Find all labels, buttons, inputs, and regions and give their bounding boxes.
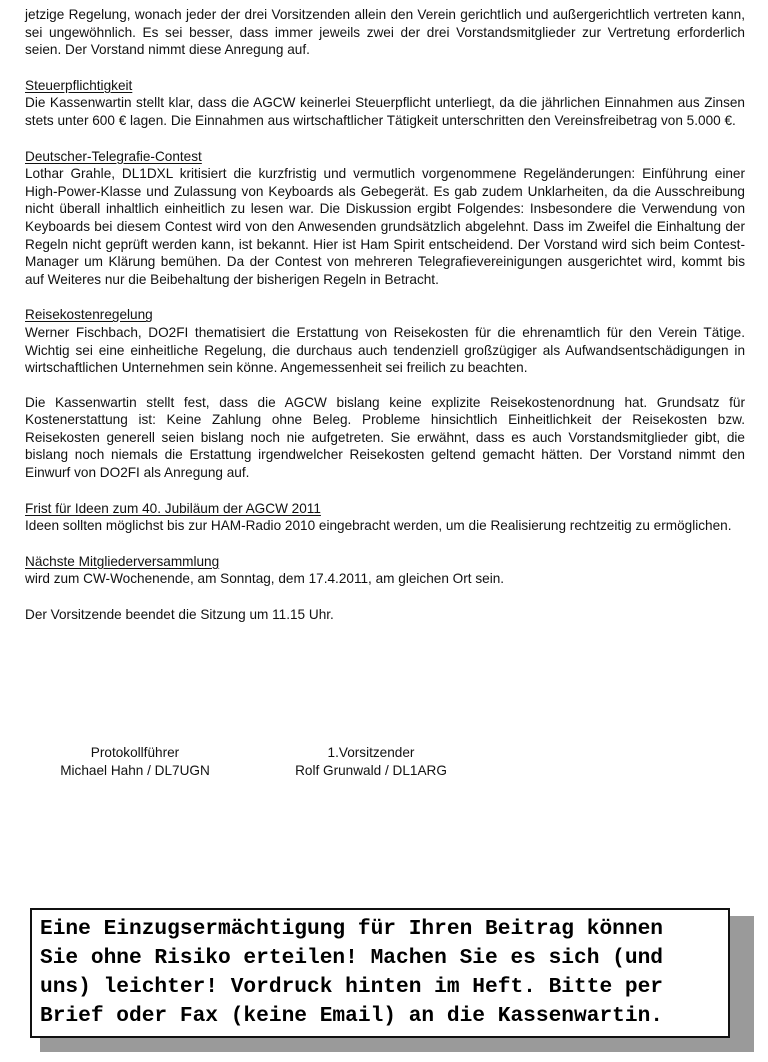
section-reisekostenregelung [25, 306, 745, 481]
signature-role: Protokollführer [90, 745, 180, 760]
section-paragraph: Ideen sollten möglichst bis zur HAM-Radio 2010 eingebracht werden, um die Realisierung rechtzeitig zu ermöglichen. [25, 518, 732, 534]
section-steuerpflichtigkeit [25, 77, 745, 130]
notice-box [30, 908, 730, 1038]
signature-vorsitzender [283, 744, 459, 780]
section-paragraph: Werner Fischbach, DO2FI thematisiert die Erstattung von Reisekosten für die ehrenamtlich für den Verein Tätige. Wichtig sei eine einheitliche Regelung, die durchaus auch tendenziell großzügiger als Aufwandsentschädigungen in wirtschaftlichen Unternehmen sein könne. Angemessenheit sei freilich zu beachten. [25, 324, 745, 376]
signature-name: Michael Hahn / DL7UGN [60, 763, 210, 778]
signature-block [0, 744, 768, 784]
section-jubilaeum [25, 500, 745, 535]
closing-statement: Der Vorsitzende beendet die Sitzung um 11.15 Uhr. [25, 607, 334, 623]
section-heading: Deutscher-Telegrafie-Contest [25, 148, 202, 164]
section-paragraph: Die Kassenwartin stellt fest, dass die AGCW bislang keine explizite Reisekostenordnung hat. Grundsatz für Kostenerstattung ist: Keine Zahlung ohne Beleg. Probleme hinsichtlich Einheitlichkeit der Reisekosten bzw. Reisekosten generell seien bislang noch nie aufgetreten. Sie erwähnt, dass es auch Vorstandsmitglieder gibt, die bislang noch niemals die Erstattung irgendwelcher Reisekosten geltend gemacht hätten. Der Vorstand nimmt den Einwurf von DO2FI als Anregung auf. [25, 394, 745, 481]
intro-paragraph: jetzige Regelung, wonach jeder der drei Vorsitzenden allein den Verein gerichtlich und außergerichtlich vertreten kann, sei ungewöhnlich. Es sei besser, dass immer jeweils zwei der drei Vorstandsmitglieder zur Vertretung erforderlich seien. Der Vorstand nimmt diese Anregung auf. [25, 7, 745, 58]
section-heading: Reisekostenregelung [25, 307, 153, 323]
notice-line: uns) leichter! Vordruck hinten im Heft. Bitte per [40, 975, 664, 999]
section-paragraph: wird zum CW-Wochenende, am Sonntag, dem 17.4.2011, am gleichen Ort sein. [25, 571, 505, 587]
notice-line: Sie ohne Risiko erteilen! Machen Sie es sich (und [40, 946, 664, 970]
paragraph-gap [25, 377, 745, 394]
signature-name: Rolf Grunwald / DL1ARG [295, 763, 447, 778]
section-heading: Frist für Ideen zum 40. Jubiläum der AGCW 2011 [25, 500, 321, 516]
section-heading: Steuerpflichtigkeit [25, 77, 133, 93]
section-paragraph: Lothar Grahle, DL1DXL kritisiert die kurzfristig und vermutlich vorgenommene Regeländerungen: Einführung einer High-Power-Klasse und Zulassung von Keyboards als Gebegerät. Es gab zudem Unklarheiten, da die Ausschreibung nicht überall inhaltlich einheitlich zu lesen war. Die Diskussion ergibt Folgendes: Insbesondere die Verwendung von Keyboards bei diesem Contest wird von den Anwesenden grundsätzlich abgelehnt. Dass im Zweifel die Einhaltung der Regeln nicht geprüft werden kann, ist bekannt. Hier ist Ham Spirit entscheidend. Der Vorstand wird sich beim Contest-Manager um Klärung bemühen. Da der Contest von mehreren Telegrafievereinigungen ausgerichtet wird, kommt bis auf Weiteres nur die Beibehaltung der bisherigen Regeln in Betracht. [25, 166, 745, 287]
notice-line: Eine Einzugsermächtigung für Ihren Beitrag können [40, 917, 664, 941]
signature-protokollfuehrer [60, 744, 210, 780]
section-paragraph: Die Kassenwartin stellt klar, dass die AGCW keinerlei Steuerpflicht unterliegt, da die jährlichen Einnahmen aus Zinsen stets unter 600 € lagen. Die Einnahmen aus wirtschaftlicher Tätigkeit unterschritten den Vereinsfreibetrag von 5.000 €. [25, 95, 745, 128]
section-telegrafie-contest [25, 148, 745, 289]
section-heading: Nächste Mitgliederversammlung [25, 553, 220, 569]
section-mitgliederversammlung [25, 553, 745, 588]
notice-line: Brief oder Fax (keine Email) an die Kassenwartin. [40, 1004, 664, 1028]
minutes-page [25, 6, 745, 624]
signature-role: 1.Vorsitzender [327, 745, 415, 760]
